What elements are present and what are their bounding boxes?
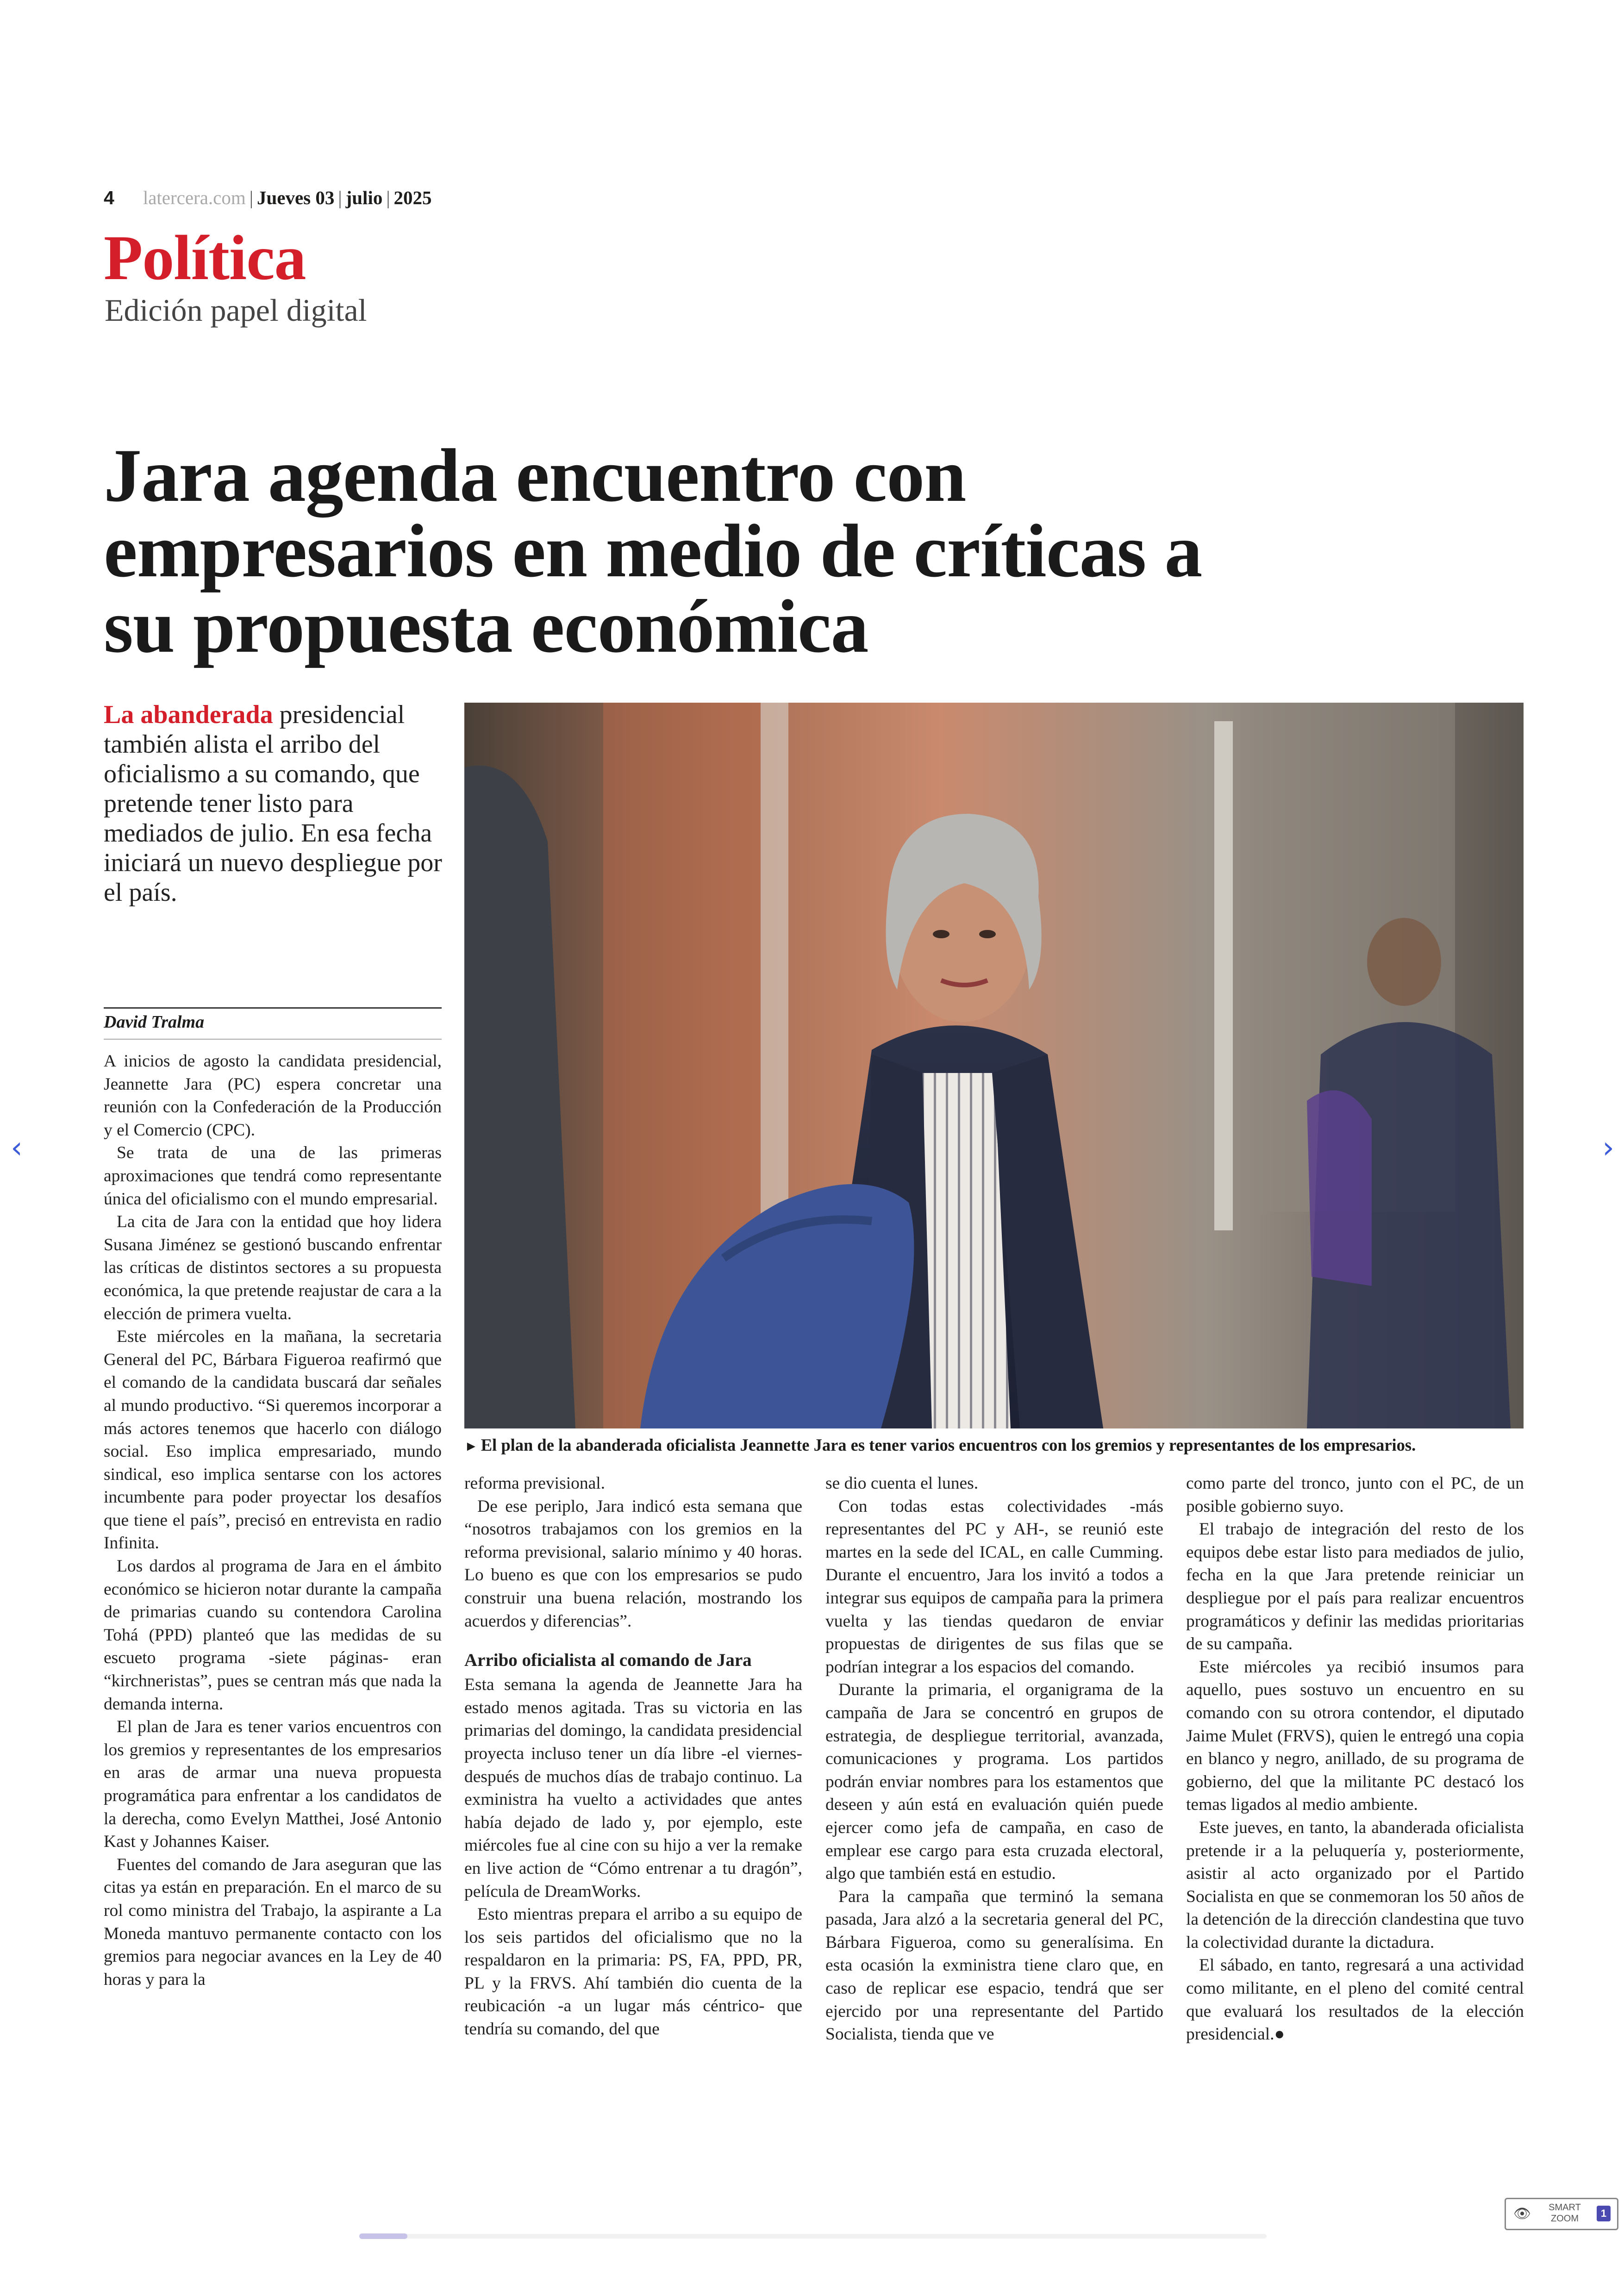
paragraph: Durante la primaria, el organigrama de la campaña de Jara se concentró en grupos de estrategia, de despliegue territorial, avanzada, comunicaciones y programa. Los partidos podrán enviar nombres para los estamentos que deseen y aún está en evaluación quién puede ejercer como jefa de campaña, en caso de emplear ese cargo para esta cruzada electoral, algo que también está en estudio. — [825, 1680, 1163, 1883]
paragraph: Este miércoles ya recibió insumos para aquello, pues sostuvo un encuentro en su comando con su otrora contendor, el diputado Jaime Mulet (FRVS), quien le entregó una copia en blanco y negro, anillado, de su programa de gobierno, del que la militante PC destacó los temas ligados al medio ambiente. — [1186, 1657, 1524, 1815]
paragraph: Fuentes del comando de Jara aseguran que las citas ya están en preparación. En el marco de su rol como ministra del Trabajo, la aspirante a La Moneda mantuvo permanente contacto con los gremios para negociar avances en la Ley de 40 horas y para la — [104, 1855, 442, 1989]
header-day: Jueves 03 — [256, 187, 335, 208]
paragraph: se dio cuenta el lunes. — [825, 1474, 979, 1493]
eye-icon: 👁 — [1513, 2206, 1531, 2222]
author-rule — [104, 1007, 442, 1009]
chevron-left-icon[interactable]: ‹ — [11, 1131, 23, 1165]
smart-zoom-badge: 1 — [1597, 2206, 1611, 2221]
smart-zoom-button[interactable] — [1505, 2198, 1618, 2230]
caption-triangle-icon: ► — [464, 1439, 478, 1454]
page-header-line: 4 latercera.com | Jueves 03 | julio | 2025 — [104, 187, 432, 208]
article-column-2 — [464, 1472, 802, 2041]
paragraph: reforma previsional. — [464, 1474, 606, 1493]
site-name: latercera.com — [143, 187, 246, 208]
paragraph: Este jueves, en tanto, la abanderada oficialista pretende ir a la peluquería y, posteriormente, asistir al acto organizado por el Partido Socialista en que se conmemoran los 50 años de la detención de la dirección clandestina que tuvo la colectividad durante la dictadura. — [1186, 1818, 1524, 1952]
article-headline: Jara agenda encuentro con empresarios en medio de críticas a su propuesta económica — [104, 434, 1202, 668]
chevron-right-icon[interactable]: › — [1602, 1131, 1614, 1165]
paragraph: Para la campaña que terminó la semana pasada, Jara alzó a la secretaria general del PC, Bárbara Figueroa, como su generalísima. En esta ocasión la exministra tiene claro que, en caso de replicar ese espacio, tendrá que ser ejercido por una representante del Partido Socialista, tienda que ve — [825, 1887, 1163, 2044]
lede-highlight: La abanderada — [104, 700, 273, 729]
page-scroll-thumb[interactable] — [359, 2233, 407, 2239]
paragraph: Esta semana la agenda de Jeannette Jara ha estado menos agitada. Tras su victoria en las primarias del domingo, la candidata presidencial proyecta incluso tener un día libre -el viernes- después de muchos días de trabajo continuo. La exministra ha vuelto a actividades que antes había dejado de lado y, por ejemplo, este miércoles fue al cine con su hijo a ver la remake en live action de “Cómo entrenar a tu dragón”, película de DreamWorks. — [464, 1675, 802, 1901]
article-column-4 — [1186, 1472, 1524, 2046]
header-month: julio — [345, 187, 383, 208]
paragraph: como parte del tronco, junto con el PC, de un posible gobierno suyo. — [1186, 1474, 1524, 1516]
paragraph: Este miércoles en la mañana, la secretaria General del PC, Bárbara Figueroa reafirmó que el comando de la candidata buscará dar señales al mundo productivo. “Si queremos incorporar a más actores tenemos que hacerlo con diálogo social. Eso implica empresariado, mundo sindical, eso implica sentarse con los actores incumbente para poder proyectar los desafíos que tiene el país”, precisó en entrevista en radio Infinita. — [104, 1327, 442, 1553]
author-name: David Tralma — [104, 1012, 205, 1032]
paragraph: El trabajo de integración del resto de los equipos debe estar listo para mediados de julio, fecha en la que Jara pretende reiniciar un despliegue por el país para realizar encuentros programáticos y definir las medidas prioritarias de su campaña. — [1186, 1520, 1524, 1654]
smart-zoom-label: SMART ZOOM — [1549, 2202, 1581, 2224]
article-column-3 — [825, 1472, 1163, 2046]
photo-caption — [464, 1435, 1524, 1455]
article-lede — [104, 700, 446, 907]
photo-illustration — [464, 703, 1524, 1428]
paragraph: El sábado, en tanto, regresará a una actividad como militante, en el pleno del comité central que evaluará los resultados de la elección presidencial.● — [1186, 1956, 1524, 2044]
edition-label: Edición papel digital — [105, 293, 367, 328]
header-year: 2025 — [394, 187, 432, 208]
paragraph: Con todas estas colectividades -más representantes del PC y AH-, se reunió este martes en la sede del ICAL, en calle Cumming. Durante el encuentro, Jara los invitó a todos a integrar sus equipos de campaña para la primera vuelta y las tiendas quedaron de enviar propuestas de dirigentes de sus filas que se podrían integrar a los espacios del comando. — [825, 1497, 1163, 1677]
article-subheading: Arribo oficialista al comando de Jara — [464, 1650, 752, 1671]
page-scroll-track[interactable] — [359, 2234, 1267, 2239]
article-column-1 — [104, 1050, 442, 1991]
paragraph: El plan de Jara es tener varios encuentros con los gremios y representantes de los empresarios en aras de armar una nueva propuesta programática para enfrentar a los candidatos de la derecha, como Evelyn Matthei, José Antonio Kast y Johannes Kaiser. — [104, 1717, 442, 1852]
section-title: Política — [104, 222, 306, 293]
paragraph: Se trata de una de las primeras aproximaciones que tendrá como representante única del oficialismo con el mundo empresarial. — [104, 1143, 442, 1209]
paragraph: Esto mientras prepara el arribo a su equipo de los seis partidos del oficialismo que no la respaldaron en la primaria: PS, FA, PPD, PR, PL y la FRVS. Ahí también dio cuenta de la reubicación -a un lugar más céntrico- que tendría su comando, del que — [464, 1905, 802, 2039]
paragraph: Los dardos al programa de Jara en el ámbito económico se hicieron notar durante la campaña de primarias cuando su contendora Carolina Tohá (PPD) planteó que las medidas de su escueto programa -siete páginas- eran “kirchneristas”, pues se centran más que nada la demanda interna. — [104, 1557, 442, 1714]
lede-text: presidencial también alista el arribo del oficialismo a su comando, que pretende tener listo para mediados de julio. En esa fecha iniciará un nuevo despliegue por el país. — [104, 700, 442, 907]
caption-text: El plan de la abanderada oficialista Jeannette Jara es tener varios encuentros con los gremios y representantes de los empresarios. — [481, 1435, 1416, 1454]
paragraph: De ese periplo, Jara indicó esta semana que “nosotros trabajamos con los gremios en la reforma previsional, salario mínimo y 40 horas. Lo bueno es que con los empresarios se pudo construir una buena relación, mostrando los acuerdos y diferencias”. — [464, 1497, 802, 1631]
paragraph: A inicios de agosto la candidata presidencial, Jeannette Jara (PC) espera concretar una reunión con la Confederación de la Producción y el Comercio (CPC). — [104, 1052, 442, 1140]
page-number: 4 — [104, 187, 114, 208]
author-rule-bottom — [104, 1039, 442, 1040]
article-photo — [464, 703, 1524, 1428]
paragraph: La cita de Jara con la entidad que hoy lidera Susana Jiménez se gestionó buscando enfrentar las críticas de distintos sectores a su propuesta económica, la que pretende reajustar de cara a la elección de primera vuelta. — [104, 1212, 442, 1323]
